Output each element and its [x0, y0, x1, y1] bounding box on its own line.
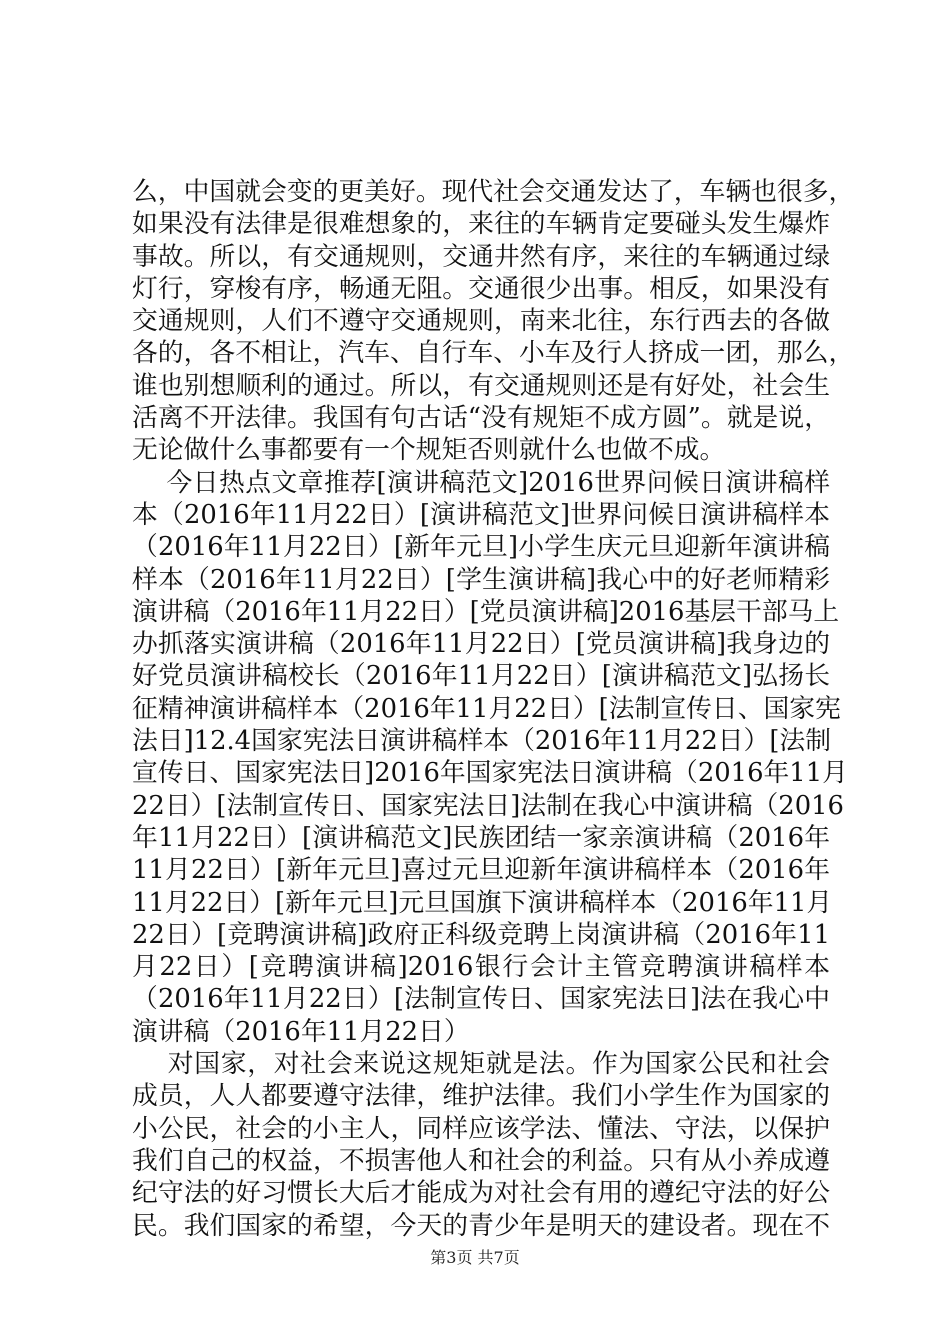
text-line: 么，中国就会变的更美好。现代社会交通发达了，车辆也很多，	[132, 177, 855, 207]
text-line: 法日]12.4国家宪法日演讲稿样本（2016年11月22日）[法制	[132, 726, 832, 757]
text-line: 演讲稿（2016年11月22日）[党员演讲稿]2016基层干部马上	[132, 596, 840, 627]
text-line: 灯行，穿梭有序，畅通无阻。交通很少出事。相反，如果没有	[132, 273, 830, 304]
text-line: 年11月22日）[演讲稿范文]民族团结一家亲演讲稿（2016年	[132, 822, 830, 853]
text-line: 民。我们国家的希望，今天的青少年是明天的建设者。现在不	[132, 1210, 830, 1241]
document-body	[132, 176, 855, 1242]
text-line: 谁也别想顺利的通过。所以，有交通规则还是有好处，社会生	[132, 370, 830, 401]
text-line: 我们自己的权益，不损害他人和社会的利益。只有从小养成遵	[132, 1145, 830, 1176]
paragraph	[132, 176, 855, 467]
text-line: 月22日）[竞聘演讲稿]2016银行会计主管竞聘演讲稿样本	[132, 952, 830, 983]
text-line: （2016年11月22日）[法制宣传日、国家宪法日]法在我心中	[132, 984, 830, 1015]
paragraph	[132, 467, 848, 1048]
text-line: 11月22日）[新年元旦]喜过元旦迎新年演讲稿样本（2016年	[132, 855, 830, 886]
text-line: 如果没有法律是很难想象的，来往的车辆肯定要碰头发生爆炸	[132, 209, 830, 240]
text-line: 对国家，对社会来说这规矩就是法。作为国家公民和社会	[132, 1049, 830, 1080]
text-line: 小公民，社会的小主人，同样应该学法、懂法、守法，以保护	[132, 1113, 830, 1144]
text-line: 22日）[竞聘演讲稿]政府正科级竞聘上岗演讲稿（2016年11	[132, 919, 830, 950]
text-line: 纪守法的好习惯长大后才能成为对社会有用的遵纪守法的好公	[132, 1178, 830, 1209]
page-number-footer: 第3页 共7页	[430, 1248, 520, 1267]
paragraph	[132, 1048, 830, 1242]
text-line: 样本（2016年11月22日）[学生演讲稿]我心中的好老师精彩	[132, 564, 830, 595]
text-line: （2016年11月22日）[新年元旦]小学生庆元旦迎新年演讲稿	[132, 532, 830, 563]
text-line: 办抓落实演讲稿（2016年11月22日）[党员演讲稿]我身边的	[132, 629, 830, 660]
text-line: 成员，人人都要遵守法律，维护法律。我们小学生作为国家的	[132, 1081, 830, 1112]
text-line: 各的，各不相让，汽车、自行车、小车及行人挤成一团，那么，	[132, 338, 855, 369]
text-line: 今日热点文章推荐[演讲稿范文]2016世界问候日演讲稿样	[132, 467, 830, 498]
text-line: 宣传日、国家宪法日]2016年国家宪法日演讲稿（2016年11月	[132, 758, 848, 789]
text-line: 演讲稿（2016年11月22日）	[132, 1016, 470, 1047]
text-line: 好党员演讲稿校长（2016年11月22日）[演讲稿范文]弘扬长	[132, 661, 830, 692]
text-line: 11月22日）[新年元旦]元旦国旗下演讲稿样本（2016年11月	[132, 887, 833, 918]
text-line: 22日）[法制宣传日、国家宪法日]法制在我心中演讲稿（2016	[132, 790, 844, 821]
text-line: 交通规则，人们不遵守交通规则，南来北往，东行西去的各做	[132, 306, 830, 337]
text-line: 征精神演讲稿样本（2016年11月22日）[法制宣传日、国家宪	[132, 693, 841, 724]
text-line: 无论做什么事都要有一个规矩否则就什么也做不成。	[132, 435, 726, 466]
text-line: 活离不开法律。我国有句古话“没有规矩不成方圆”。就是说，	[132, 403, 830, 434]
text-line: 事故。所以，有交通规则，交通井然有序，来往的车辆通过绿	[132, 241, 830, 272]
text-line: 本（2016年11月22日）[演讲稿范文]世界问候日演讲稿样本	[132, 499, 830, 530]
